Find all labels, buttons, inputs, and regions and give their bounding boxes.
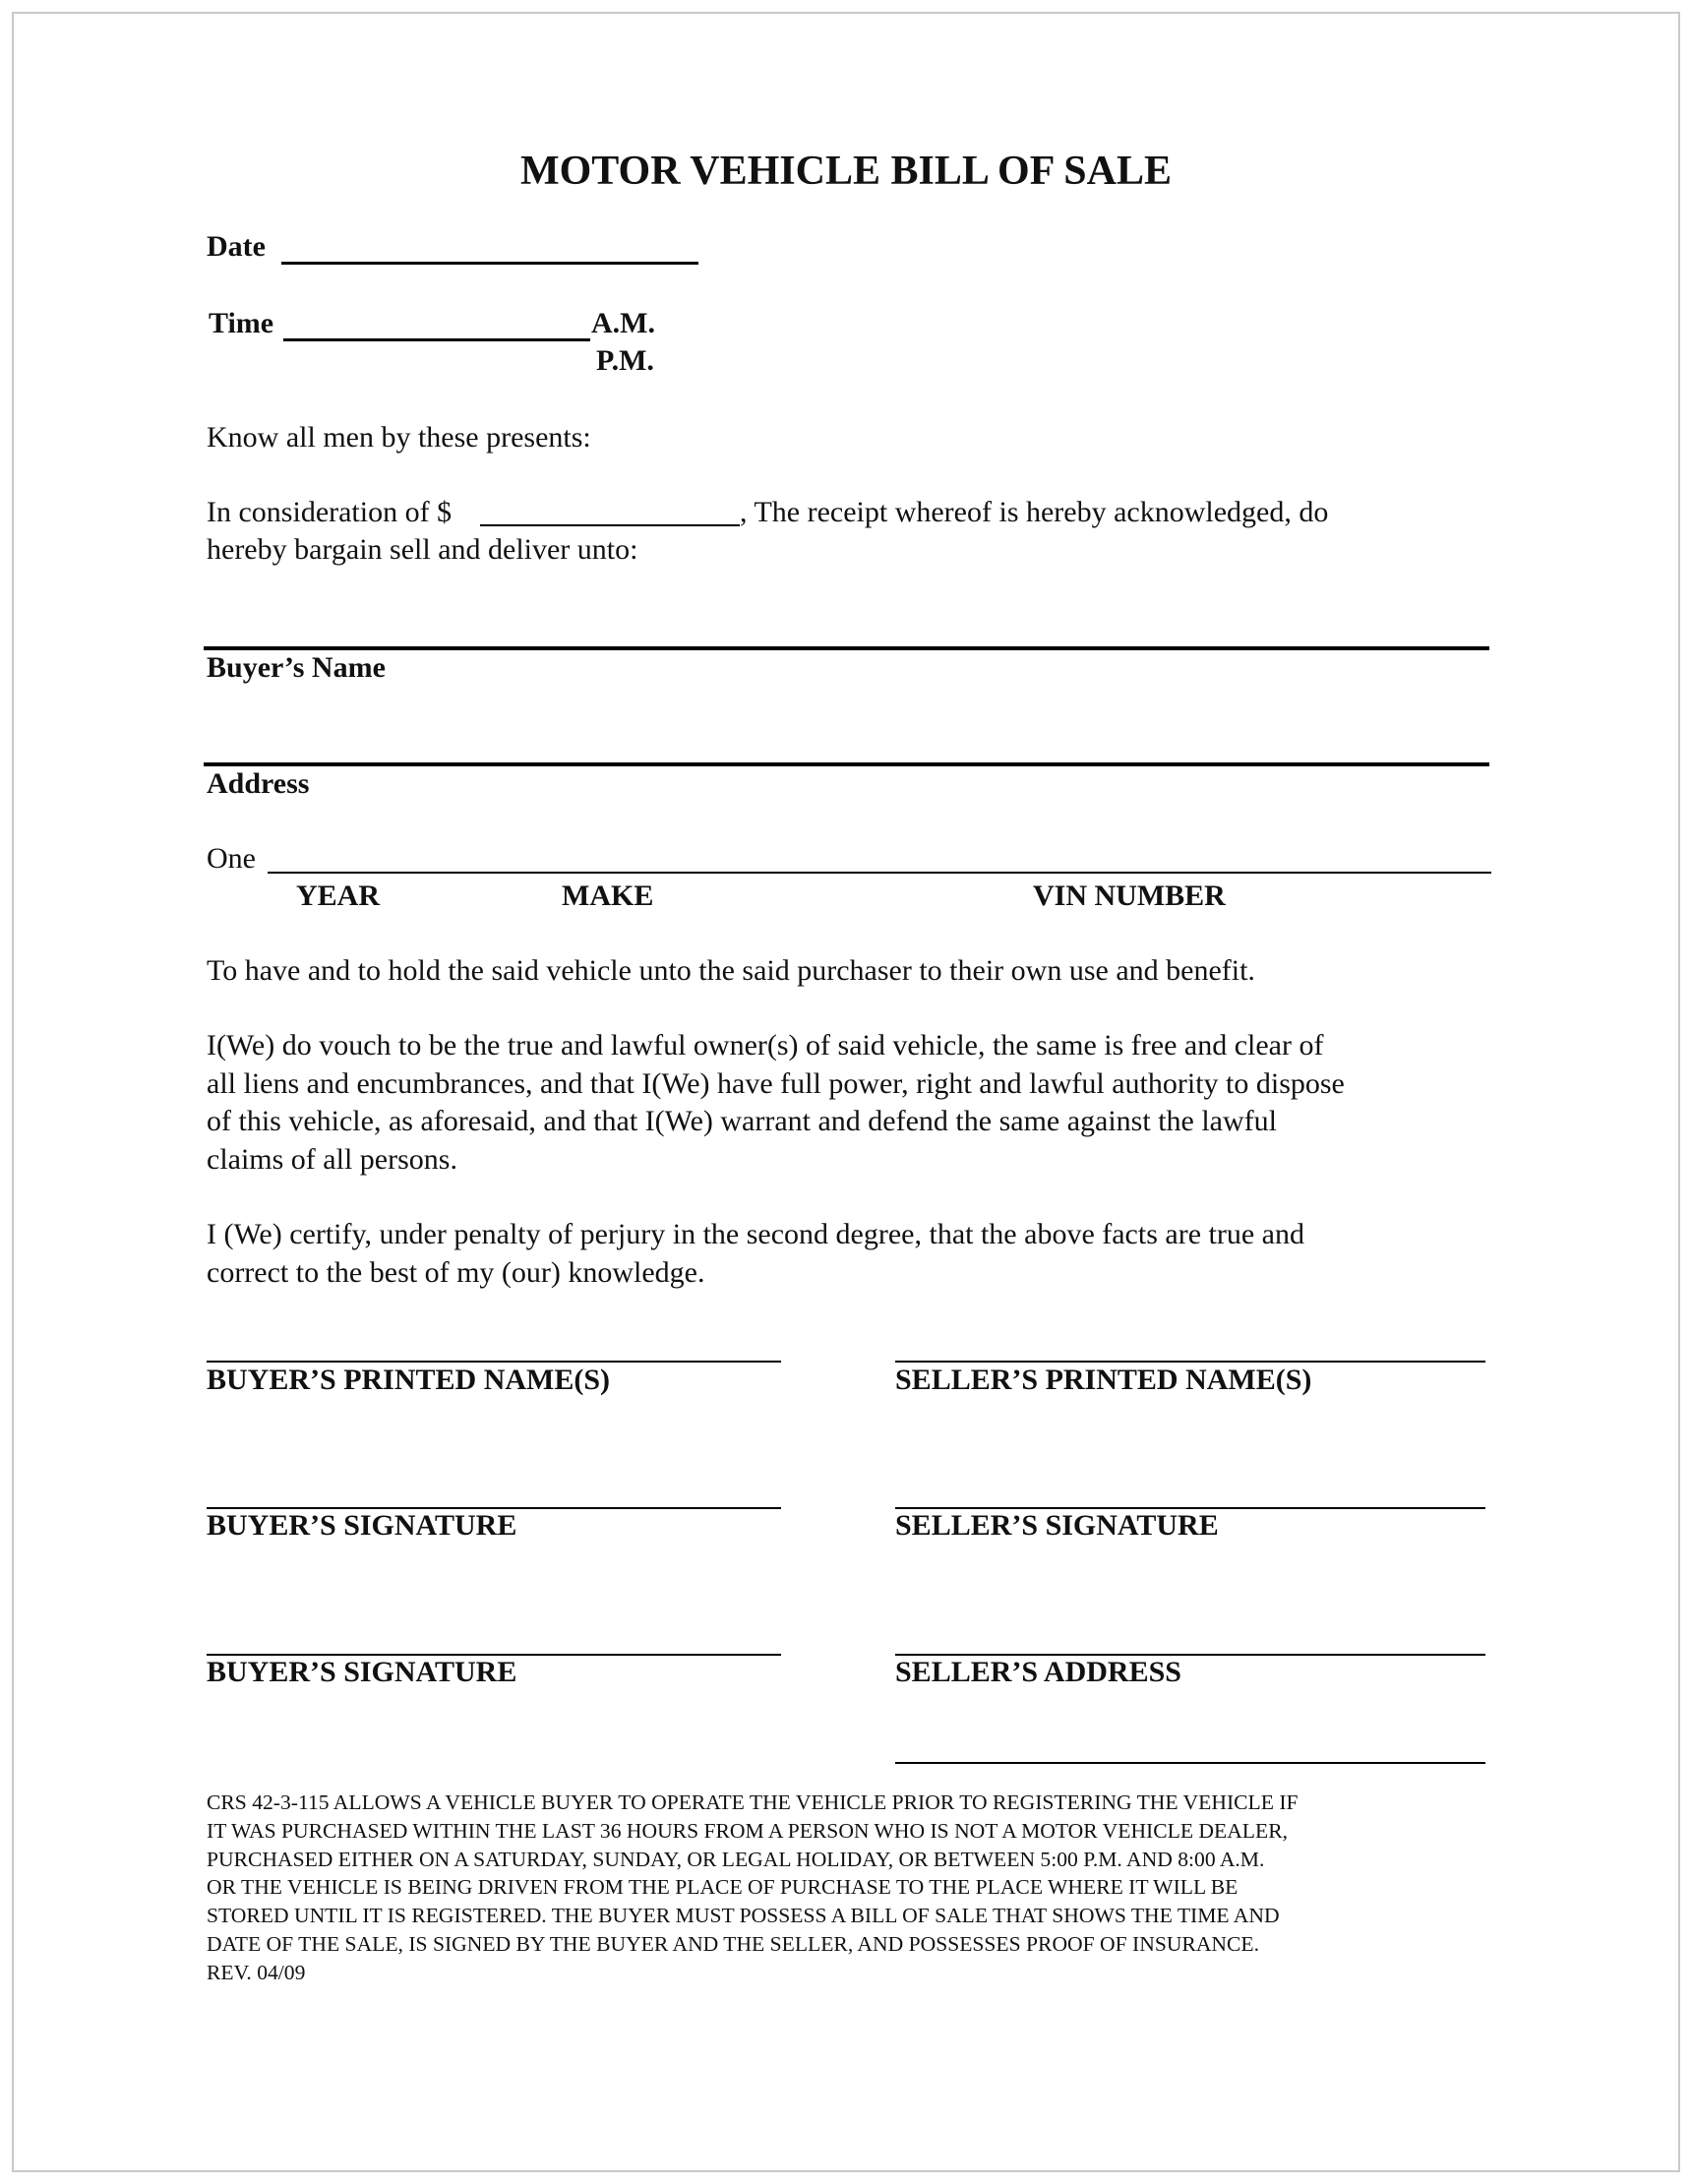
vouch-line: of this vehicle, as aforesaid, and that I(We) warrant and defend the same against the lawful xyxy=(207,1105,1277,1137)
year-label: YEAR xyxy=(296,880,381,912)
vouch-line: claims of all persons. xyxy=(207,1142,457,1176)
one-label: One xyxy=(207,842,256,875)
fine-print-line: OR THE VEHICLE IS BEING DRIVEN FROM THE PLACE OF PURCHASE TO THE PLACE WHERE IT WILL BE xyxy=(207,1875,1239,1900)
fine-print-line: DATE OF THE SALE, IS SIGNED BY THE BUYER AND THE SELLER, AND POSSESSES PROOF OF INSURANCE. xyxy=(207,1931,1260,1956)
buyer-printed-name-label: BUYER’S PRINTED NAME(S) xyxy=(207,1364,611,1396)
time-field-line[interactable] xyxy=(283,338,590,341)
fine-print-line: CRS 42-3-115 ALLOWS A VEHICLE BUYER TO OPERATE THE VEHICLE PRIOR TO REGISTERING THE VEHICLE IF xyxy=(207,1790,1299,1814)
seller-signature-label: SELLER’S SIGNATURE xyxy=(895,1509,1219,1542)
date-label: Date xyxy=(207,230,266,263)
address-label: Address xyxy=(207,767,310,800)
consideration-prefix: In consideration of $ xyxy=(207,496,453,528)
fine-print-line: STORED UNTIL IT IS REGISTERED. THE BUYER MUST POSSESS A BILL OF SALE THAT SHOWS THE TIME AND xyxy=(207,1904,1280,1928)
vouch-line: I(We) do vouch to be the true and lawful owner(s) of said vehicle, the same is free and clear of xyxy=(207,1029,1324,1062)
hold-paragraph: To have and to hold the said vehicle unto the said purchaser to their own use and benefit. xyxy=(207,954,1255,987)
seller-address-line-2[interactable] xyxy=(895,1762,1485,1764)
am-label: A.M. xyxy=(591,307,655,339)
consideration-line2: hereby bargain sell and deliver unto: xyxy=(207,533,638,566)
fine-print-line: IT WAS PURCHASED WITHIN THE LAST 36 HOURS FROM A PERSON WHO IS NOT A MOTOR VEHICLE DEALER, xyxy=(207,1818,1288,1843)
buyer-name-field-line[interactable] xyxy=(204,646,1489,650)
consideration-suffix: , The receipt whereof is hereby acknowledged, do xyxy=(740,496,1329,528)
make-label: MAKE xyxy=(562,880,654,912)
fine-print xyxy=(207,1789,1515,1987)
date-field-line[interactable] xyxy=(281,262,698,265)
vouch-paragraph xyxy=(207,1027,1515,1179)
intro-text: Know all men by these presents: xyxy=(207,421,591,454)
time-label: Time xyxy=(209,307,274,339)
buyer-printed-name-line[interactable] xyxy=(207,1361,781,1363)
buyer-signature-label-2: BUYER’S SIGNATURE xyxy=(207,1656,517,1688)
document-title: MOTOR VEHICLE BILL OF SALE xyxy=(519,149,1173,194)
amount-field-line[interactable] xyxy=(480,524,740,526)
certify-line: correct to the best of my (our) knowledge. xyxy=(207,1255,705,1289)
address-field-line[interactable] xyxy=(204,762,1489,766)
certify-line: I (We) certify, under penalty of perjury in the second degree, that the above facts are true and xyxy=(207,1218,1304,1250)
certify-paragraph xyxy=(207,1216,1515,1292)
buyer-signature-label-1: BUYER’S SIGNATURE xyxy=(207,1509,517,1542)
vehicle-field-line[interactable] xyxy=(268,872,1491,874)
buyer-name-label: Buyer’s Name xyxy=(207,651,386,684)
vin-label: VIN NUMBER xyxy=(1033,880,1226,912)
seller-printed-name-label: SELLER’S PRINTED NAME(S) xyxy=(895,1364,1312,1396)
pm-label: P.M. xyxy=(596,344,654,377)
revision-label: REV. 04/09 xyxy=(207,1960,306,1984)
vouch-line: all liens and encumbrances, and that I(We) have full power, right and lawful authority to dispose xyxy=(207,1066,1345,1100)
seller-printed-name-line[interactable] xyxy=(895,1361,1485,1363)
seller-address-label: SELLER’S ADDRESS xyxy=(895,1656,1181,1688)
fine-print-line: PURCHASED EITHER ON A SATURDAY, SUNDAY, OR LEGAL HOLIDAY, OR BETWEEN 5:00 P.M. AND 8:00 A.M. xyxy=(207,1847,1265,1871)
